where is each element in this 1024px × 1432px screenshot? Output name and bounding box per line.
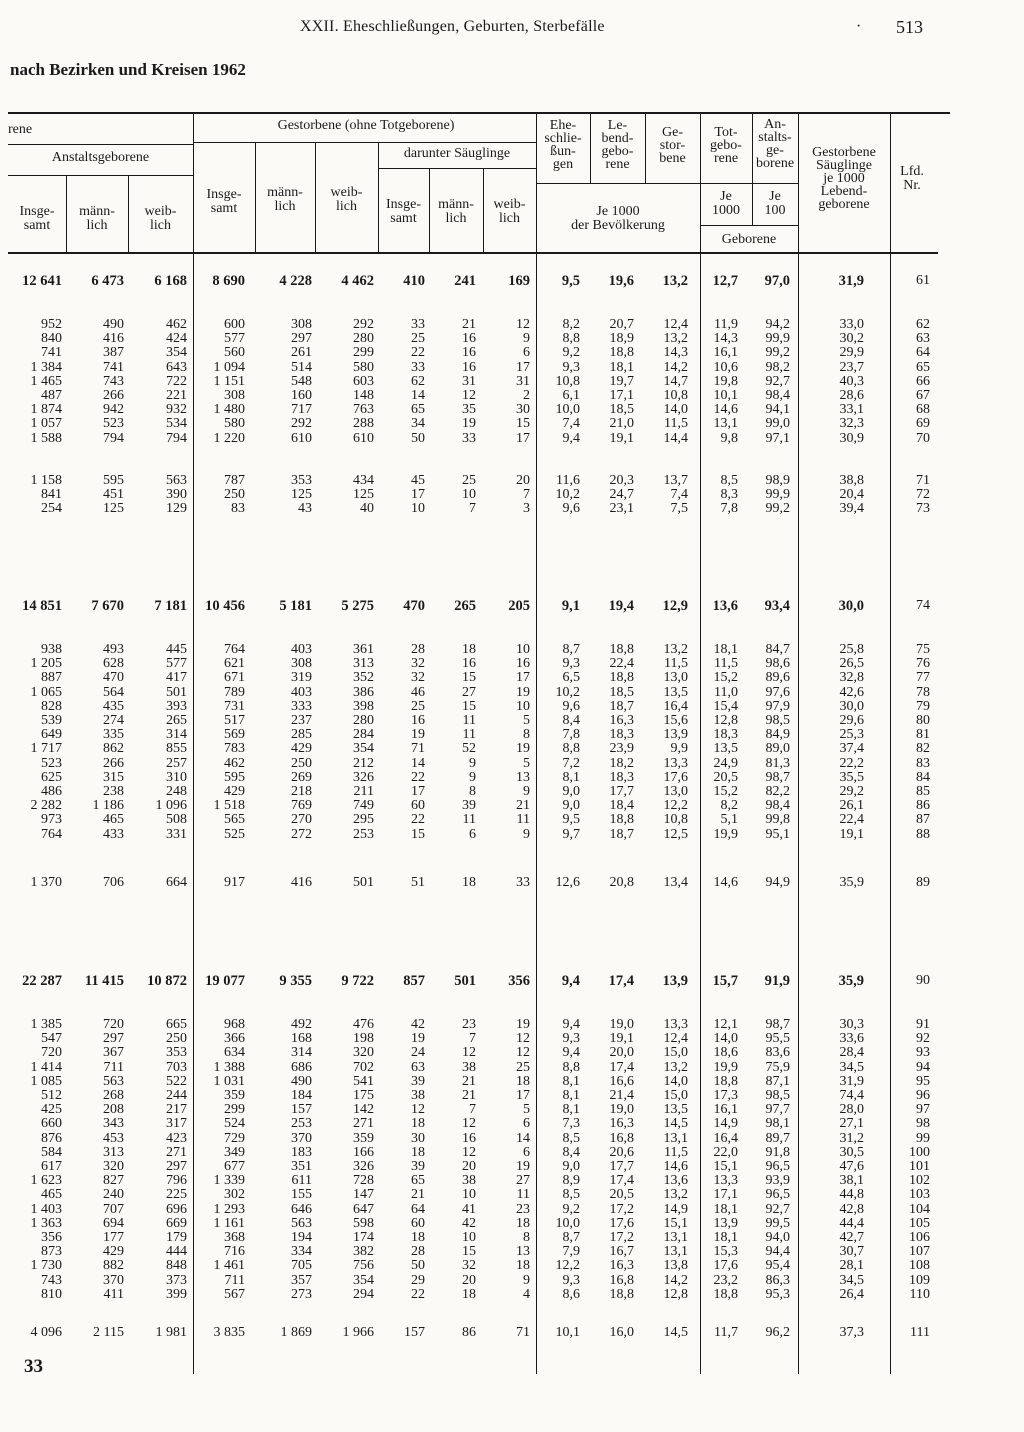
cell-lfd-nr-r111: 111 — [910, 1325, 930, 1340]
header-gestorbene: Gestorbene (ohne Totgeborene) — [277, 118, 455, 133]
cell-saeugl-weiblich-g1: 12 9 6 17 31 2 30 15 17 — [516, 317, 530, 446]
cell-saeugl-weiblich-r89: 33 — [516, 875, 530, 890]
cell-gest-weiblich-g4: 476 198 320 702 541 175 142 271 359 166 326 728 147 647 598 174 382 756 354 294 — [353, 1017, 374, 1302]
cell-anstalt-rate-tot2: 93,4 — [764, 598, 790, 614]
cell-gest-weiblich-tot3: 9 722 — [341, 973, 374, 989]
cell-gest-rate-g2: 13,7 7,4 7,5 — [663, 473, 688, 517]
cell-saeugl-weiblich-g2: 20 7 3 — [516, 473, 530, 517]
cell-gest-insgesamt-tot2: 10 456 — [205, 598, 245, 614]
cell-saeugl-weiblich-g3: 10 16 17 19 10 5 8 19 5 13 9 21 11 9 — [516, 642, 530, 842]
cell-lebend-rate-g1: 20,7 18,9 18,8 18,1 19,7 17,1 18,5 21,0 19,1 — [609, 317, 634, 446]
header-eheschliessungen: Ehe- schlie- ßun- gen — [544, 118, 582, 172]
cell-anstalt-rate-r111: 96,2 — [765, 1325, 790, 1340]
cell-tot-rate-r111: 11,7 — [714, 1325, 738, 1340]
cell-lebend-rate-g2: 20,3 24,7 23,1 — [609, 473, 634, 517]
cell-maennlich-geb-tot3: 11 415 — [84, 973, 124, 989]
cell-gest-insgesamt-r89: 917 — [224, 875, 245, 890]
cell-weiblich-geb-tot2: 7 181 — [154, 598, 187, 614]
cell-lfd-nr-g2: 71 72 73 — [916, 473, 930, 517]
cell-lfd-nr-tot3: 90 — [916, 973, 930, 988]
cell-maennlich-geb-tot2: 7 670 — [91, 598, 124, 614]
cell-ehe-rate-r111: 10,1 — [555, 1325, 580, 1340]
cell-gest-weiblich-g2: 434 125 40 — [353, 473, 374, 517]
cell-saeugl-rate-g2: 38,8 20,4 39,4 — [839, 473, 864, 517]
footer-signature: 33 — [24, 1356, 43, 1377]
cell-gest-weiblich-tot2: 5 275 — [341, 598, 374, 614]
running-head: XXII. Eheschließungen, Geburten, Sterbefälle — [300, 18, 605, 35]
cell-maennlich-geb-g1: 490 416 387 741 743 266 942 523 794 — [103, 317, 124, 446]
cell-lebend-rate-r111: 16,0 — [609, 1325, 634, 1340]
table-title: nach Bezirken und Kreisen 1962 — [10, 60, 246, 79]
cell-saeugl-rate-g4: 30,3 33,6 28,4 34,5 31,9 74,4 28,0 27,1 31,2 30,5 47,6 38,1 44,8 42,8 44,4 42,7 30,7 28,1 34,5 26,4 — [839, 1017, 864, 1302]
cell-saeugl-insgesamt-r111: 157 — [404, 1325, 425, 1340]
header-weiblich-3: weib- lich — [493, 197, 526, 226]
cell-saeugl-rate-r111: 37,3 — [839, 1325, 864, 1340]
cell-gest-insgesamt-g1: 600 577 560 1 094 1 151 308 1 480 580 1 220 — [213, 317, 245, 446]
header-darunter-saeuglinge: darunter Säuglinge — [403, 146, 511, 161]
header-je-100: Je 100 — [764, 189, 786, 218]
cell-ehe-rate-tot3: 9,4 — [561, 973, 580, 989]
cell-insgesamt-geb-r111: 4 096 — [30, 1325, 62, 1340]
cell-gest-maennlich-tot3: 9 355 — [279, 973, 312, 989]
cell-weiblich-geb-g2: 563 390 129 — [166, 473, 187, 517]
cell-ehe-rate-g1: 8,2 8,8 9,2 9,3 10,8 6,1 10,0 7,4 9,4 — [555, 317, 580, 446]
cell-ehe-rate-tot1: 9,5 — [561, 273, 580, 289]
cell-weiblich-geb-g4: 665 250 353 703 522 244 217 317 423 271 297 796 225 696 669 179 444 848 373 399 — [166, 1017, 187, 1302]
cell-ehe-rate-tot2: 9,1 — [561, 598, 580, 614]
cell-saeugl-weiblich-g4: 19 12 12 25 18 17 5 6 14 6 19 27 11 23 18 8 13 18 9 4 — [516, 1017, 530, 1302]
cell-gest-weiblich-r89: 501 — [353, 875, 374, 890]
cell-insgesamt-geb-tot1: 12 641 — [22, 273, 62, 289]
cell-maennlich-geb-g3: 493 628 470 564 435 274 335 862 266 315 238 1 186 465 433 — [92, 642, 124, 842]
header-rene: rene — [8, 122, 33, 137]
cell-gest-insgesamt-g4: 968 366 634 1 388 1 031 359 299 524 729 349 677 1 339 302 1 293 1 161 368 716 1 461 711 567 — [213, 1017, 245, 1302]
cell-maennlich-geb-g4: 720 297 367 711 563 268 208 343 453 313 320 827 240 707 694 177 429 882 370 411 — [103, 1017, 124, 1302]
cell-gest-weiblich-g1: 292 280 299 580 603 148 763 288 610 — [353, 317, 374, 446]
header-geborene: Geborene — [721, 232, 777, 247]
header-anstaltsgeborene: Anstaltsgeborene — [51, 150, 150, 165]
cell-saeugl-maennlich-tot3: 501 — [454, 973, 476, 989]
header-maennlich-2: männ- lich — [267, 185, 303, 214]
header-lebendgeborene: Le- bend- gebo- rene — [601, 118, 634, 172]
cell-insgesamt-geb-g2: 1 158 841 254 — [30, 473, 62, 517]
cell-maennlich-geb-r89: 706 — [103, 875, 124, 890]
header-je-1000: Je 1000 — [712, 189, 740, 218]
cell-saeugl-insgesamt-tot2: 470 — [403, 598, 425, 614]
cell-gest-rate-g1: 12,4 13,2 14,3 14,2 14,7 10,8 14,0 11,5 14,4 — [663, 317, 688, 446]
cell-lebend-rate-tot1: 19,6 — [608, 273, 634, 289]
cell-saeugl-rate-tot3: 35,9 — [838, 973, 864, 989]
cell-maennlich-geb-r111: 2 115 — [93, 1325, 124, 1340]
cell-saeugl-rate-tot1: 31,9 — [838, 273, 864, 289]
cell-saeugl-maennlich-g4: 23 7 12 38 21 21 7 12 16 12 20 38 10 41 42 10 15 32 20 18 — [462, 1017, 476, 1302]
cell-gest-rate-tot3: 13,9 — [662, 973, 688, 989]
header-insgesamt-2: Insge- samt — [206, 187, 242, 216]
cell-gest-weiblich-g3: 361 313 352 386 398 280 284 354 212 326 211 749 295 253 — [353, 642, 374, 842]
cell-anstalt-rate-r89: 94,9 — [765, 875, 790, 890]
cell-gest-maennlich-r89: 416 — [291, 875, 312, 890]
cell-tot-rate-r89: 14,6 — [713, 875, 738, 890]
cell-anstalt-rate-g2: 98,9 99,9 99,2 — [765, 473, 790, 517]
rule-saeugl — [378, 168, 536, 169]
cell-saeugl-insgesamt-g3: 28 32 32 46 25 16 19 71 14 22 17 60 22 15 — [411, 642, 425, 842]
cell-saeugl-maennlich-tot2: 265 — [454, 598, 476, 614]
cell-gest-insgesamt-tot3: 19 077 — [205, 973, 245, 989]
cell-gest-weiblich-tot1: 4 462 — [341, 273, 374, 289]
rule-je1000bev — [536, 183, 700, 184]
cell-lebend-rate-g3: 18,8 22,4 18,8 18,5 18,7 16,3 18,3 23,9 18,2 18,3 17,7 18,4 18,8 18,7 — [609, 642, 634, 842]
cell-saeugl-weiblich-r111: 71 — [516, 1325, 530, 1340]
header-maennlich-1: männ- lich — [79, 204, 115, 233]
cell-gest-rate-g4: 13,3 12,4 15,0 13,2 14,0 15,0 13,5 14,5 13,1 11,5 14,6 13,6 13,2 14,9 15,1 13,1 13,1 13,8 14,2 12,8 — [663, 1017, 688, 1302]
cell-saeugl-insgesamt-tot1: 410 — [403, 273, 425, 289]
cell-lfd-nr-tot1: 61 — [916, 273, 930, 288]
margin-dot: · — [856, 18, 862, 35]
cell-ehe-rate-g3: 8,7 9,3 6,5 10,2 9,6 8,4 7,8 8,8 7,2 8,1 9,0 9,0 9,5 9,7 — [555, 642, 580, 842]
cell-tot-rate-g4: 12,1 14,0 18,6 19,9 18,8 17,3 16,1 14,9 16,4 22,0 15,1 13,3 17,1 18,1 13,9 18,1 15,3 17,6 23,2 18,8 — [713, 1017, 738, 1302]
rule-anstalt — [8, 175, 193, 176]
cell-saeugl-maennlich-g1: 21 16 16 16 31 12 35 19 33 — [462, 317, 476, 446]
cell-gest-maennlich-tot2: 5 181 — [279, 598, 312, 614]
header-weiblich-2: weib- lich — [330, 185, 363, 214]
cell-weiblich-geb-tot1: 6 168 — [154, 273, 187, 289]
cell-lfd-nr-g4: 91 92 93 94 95 96 97 98 99 100 101 102 103 104 105 106 107 108 109 110 — [909, 1017, 930, 1302]
cell-tot-rate-g2: 8,5 8,3 7,8 — [720, 473, 738, 517]
cell-tot-rate-g1: 11,9 14,3 16,1 10,6 19,8 10,1 14,6 13,1 9,8 — [713, 317, 738, 446]
rule-geborene-mid — [700, 225, 798, 226]
header-weiblich-1: weib- lich — [144, 204, 177, 233]
cell-anstalt-rate-g3: 84,7 98,6 89,6 97,6 97,9 98,5 84,9 89,0 81,3 98,7 82,2 98,4 99,8 95,1 — [765, 642, 790, 842]
cell-saeugl-insgesamt-tot3: 857 — [403, 973, 425, 989]
cell-tot-rate-tot3: 15,7 — [712, 973, 738, 989]
cell-gest-maennlich-tot1: 4 228 — [279, 273, 312, 289]
cell-saeugl-weiblich-tot3: 356 — [508, 973, 530, 989]
cell-saeugl-maennlich-r89: 18 — [462, 875, 476, 890]
cell-ehe-rate-g2: 11,6 10,2 9,6 — [555, 473, 580, 517]
cell-gest-rate-g3: 13,2 11,5 13,0 13,5 16,4 15,6 13,9 9,9 13,3 17,6 13,0 12,2 10,8 12,5 — [663, 642, 688, 842]
cell-saeugl-rate-g3: 25,8 26,5 32,8 42,6 30,0 29,6 25,3 37,4 22,2 35,5 29,2 26,1 22,4 19,1 — [839, 642, 864, 842]
cell-gest-rate-tot2: 12,9 — [662, 598, 688, 614]
header-gestorbene-rate: Ge- stor- bene — [659, 125, 686, 166]
cell-gest-rate-tot1: 13,2 — [662, 273, 688, 289]
cell-insgesamt-geb-tot3: 22 287 — [22, 973, 62, 989]
cell-gest-rate-r89: 13,4 — [663, 875, 688, 890]
cell-saeugl-maennlich-g2: 25 10 7 — [462, 473, 476, 517]
cell-lfd-nr-g1: 62 63 64 65 66 67 68 69 70 — [916, 317, 930, 446]
header-anstaltsgeborene-rate: An- stalts- ge- borene — [755, 117, 795, 171]
header-insgesamt-3: Insge- samt — [386, 197, 421, 226]
cell-lebend-rate-tot2: 19,4 — [608, 598, 634, 614]
header-gestorbene-saeuglinge: Gestorbene Säuglinge je 1000 Lebend- geborene — [812, 145, 876, 212]
cell-gest-insgesamt-r111: 3 835 — [213, 1325, 245, 1340]
cell-weiblich-geb-g3: 445 577 417 501 393 265 314 855 257 310 248 1 096 508 331 — [155, 642, 187, 842]
top-rule — [8, 112, 950, 114]
cell-saeugl-maennlich-r111: 86 — [462, 1325, 476, 1340]
cell-saeugl-maennlich-g3: 18 16 15 27 15 11 11 52 9 9 8 39 11 6 — [462, 642, 476, 842]
cell-weiblich-geb-r111: 1 981 — [155, 1325, 187, 1340]
cell-tot-rate-tot1: 12,7 — [712, 273, 738, 289]
cell-gest-maennlich-r111: 1 869 — [280, 1325, 312, 1340]
cell-gest-maennlich-g1: 308 297 261 514 548 160 717 292 610 — [291, 317, 312, 446]
cell-lfd-nr-tot2: 74 — [916, 598, 930, 613]
cell-saeugl-insgesamt-g4: 42 19 24 63 39 38 12 18 30 18 39 65 21 64 60 18 28 50 29 22 — [411, 1017, 425, 1302]
cell-insgesamt-geb-g3: 938 1 205 887 1 065 828 539 649 1 717 523 625 486 2 282 973 764 — [30, 642, 62, 842]
cell-gest-maennlich-g3: 403 308 319 403 333 237 285 429 250 269 218 769 270 272 — [291, 642, 312, 842]
cell-gest-rate-r111: 14,5 — [663, 1325, 688, 1340]
cell-saeugl-rate-g1: 33,0 30,2 29,9 23,7 40,3 28,6 33,1 32,3 30,9 — [839, 317, 864, 446]
cell-weiblich-geb-tot3: 10 872 — [147, 973, 187, 989]
cell-saeugl-weiblich-tot1: 169 — [508, 273, 530, 289]
cell-lebend-rate-r89: 20,8 — [609, 875, 634, 890]
cell-anstalt-rate-tot3: 91,9 — [764, 973, 790, 989]
cell-lfd-nr-r89: 89 — [916, 875, 930, 890]
cell-maennlich-geb-tot1: 6 473 — [91, 273, 124, 289]
cell-saeugl-insgesamt-r89: 51 — [411, 875, 425, 890]
rule-geborene-top — [700, 183, 798, 184]
header-totgeborene: Tot- gebo- rene — [710, 125, 742, 166]
cell-insgesamt-geb-r89: 1 370 — [30, 875, 62, 890]
cell-lebend-rate-tot3: 17,4 — [608, 973, 634, 989]
header-maennlich-3: männ- lich — [438, 197, 474, 226]
header-lfd-nr: Lfd. Nr. — [900, 164, 924, 193]
cell-anstalt-rate-g1: 94,2 99,9 99,2 98,2 92,7 98,4 94,1 99,0 97,1 — [765, 317, 790, 446]
cell-saeugl-insgesamt-g1: 33 25 22 33 62 14 65 34 50 — [411, 317, 425, 446]
header-je-1000-bevoelkerung: Je 1000 der Bevölkerung — [571, 204, 665, 233]
rule-gestorbene — [193, 142, 536, 143]
cell-gest-maennlich-g4: 492 168 314 686 490 184 157 253 370 183 351 611 155 646 563 194 334 705 357 273 — [291, 1017, 312, 1302]
cell-lebend-rate-g4: 19,0 19,1 20,0 17,4 16,6 21,4 19,0 16,3 16,8 20,6 17,7 17,4 20,5 17,2 17,6 17,2 16,7 16,3 16,8 18,8 — [609, 1017, 634, 1302]
cell-gest-weiblich-r111: 1 966 — [342, 1325, 374, 1340]
cell-weiblich-geb-r89: 664 — [166, 875, 187, 890]
cell-ehe-rate-r89: 12,6 — [555, 875, 580, 890]
cell-maennlich-geb-g2: 595 451 125 — [103, 473, 124, 517]
cell-gest-maennlich-g2: 353 125 43 — [291, 473, 312, 517]
cell-lfd-nr-g3: 75 76 77 78 79 80 81 82 83 84 85 86 87 88 — [916, 642, 930, 842]
cell-insgesamt-geb-g4: 1 385 547 720 1 414 1 085 512 425 660 876 584 617 1 623 465 1 403 1 363 356 873 1 730 743 810 — [30, 1017, 62, 1302]
cell-saeugl-weiblich-tot2: 205 — [508, 598, 530, 614]
cell-insgesamt-geb-tot2: 14 851 — [22, 598, 62, 614]
page-number: 513 — [896, 17, 923, 37]
rule-rene — [8, 144, 193, 145]
cell-saeugl-rate-r89: 35,9 — [839, 875, 864, 890]
cell-gest-insgesamt-g2: 787 250 83 — [224, 473, 245, 517]
cell-saeugl-insgesamt-g2: 45 17 10 — [411, 473, 425, 517]
cell-gest-insgesamt-tot1: 8 690 — [212, 273, 245, 289]
cell-ehe-rate-g4: 9,4 9,3 9,4 8,8 8,1 8,1 8,1 7,3 8,5 8,4 9,0 8,9 8,5 9,2 10,0 8,7 7,9 12,2 9,3 8,6 — [555, 1017, 580, 1302]
cell-saeugl-maennlich-tot1: 241 — [454, 273, 476, 289]
cell-anstalt-rate-g4: 98,7 95,5 83,6 75,9 87,1 98,5 97,7 98,1 89,7 91,8 96,5 93,9 96,5 92,7 99,5 94,0 94,4 95,4 86,3 95,3 — [765, 1017, 790, 1302]
cell-insgesamt-geb-g1: 952 840 741 1 384 1 465 487 1 874 1 057 1 588 — [30, 317, 62, 446]
cell-gest-insgesamt-g3: 764 621 671 789 731 517 569 783 462 595 429 1 518 565 525 — [213, 642, 245, 842]
cell-saeugl-rate-tot2: 30,0 — [838, 598, 864, 614]
header-insgesamt-1: Insge- samt — [19, 204, 55, 233]
cell-anstalt-rate-tot1: 97,0 — [764, 273, 790, 289]
cell-tot-rate-tot2: 13,6 — [712, 598, 738, 614]
cell-weiblich-geb-g1: 462 424 354 643 722 221 932 534 794 — [166, 317, 187, 446]
cell-tot-rate-g3: 18,1 11,5 15,2 11,0 15,4 12,8 18,3 13,5 24,9 20,5 15,2 8,2 5,1 19,9 — [713, 642, 738, 842]
